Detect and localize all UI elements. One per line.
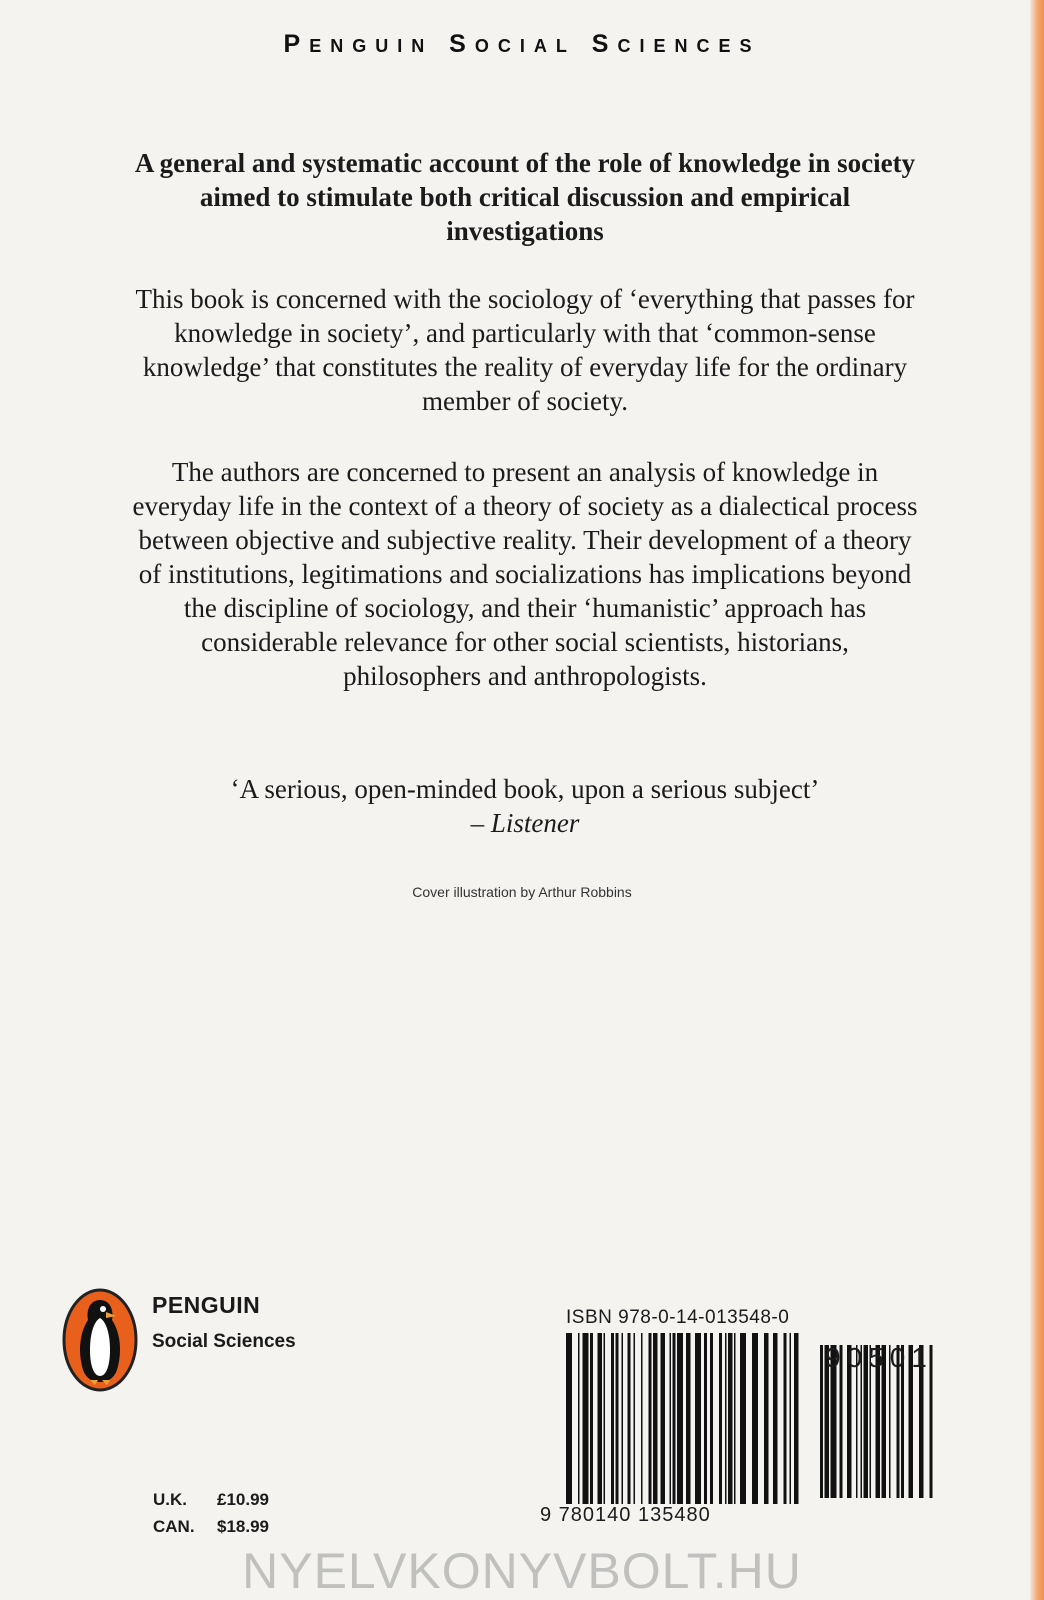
barcode-bar: [764, 1333, 769, 1511]
description-paragraph-2: The authors are concerned to present an analysis of knowledge in everyday life in the context of a theory of society as a dialectical process between objective and subjective reality. Their development of a theory of institutions, legitimations and socializations has implications beyond the discipline of sociology, and their ‘humanistic’ approach has considerable relevance for other social scientists, historians, philosophers and anthropologists.: [132, 457, 918, 691]
barcode-bar: [641, 1333, 643, 1511]
addon-digits: 90501: [825, 1342, 933, 1373]
review-quote: ‘A serious, open-minded book, upon a serious subject’: [230, 774, 820, 804]
isbn-label: ISBN 978-0-14-013548-0: [566, 1307, 790, 1328]
price-list: [153, 1486, 269, 1540]
price-region: U.K.: [153, 1490, 187, 1509]
price-value: £10.99: [217, 1490, 269, 1509]
barcode-bar: [734, 1333, 736, 1511]
barcode-bar: [725, 1333, 727, 1511]
price-region: CAN.: [153, 1517, 195, 1536]
barcode-bar: [604, 1333, 606, 1511]
barcode-bar: [790, 1333, 792, 1511]
barcode-bar: [728, 1333, 733, 1511]
barcode-bar: [628, 1333, 631, 1511]
barcode-bar: [583, 1333, 589, 1511]
headline: A general and systematic account of the role of knowledge in society aimed to stimulate both critical discussion and empirical investigations: [134, 148, 916, 246]
barcode-bar: [670, 1333, 672, 1511]
barcode-bar: [719, 1333, 722, 1511]
cover-credit: Cover illustration by Arthur Robbins: [412, 884, 632, 900]
barcode-bar: [794, 1333, 799, 1511]
barcode-bar: [710, 1333, 713, 1511]
publisher-name: PENGUIN: [152, 1292, 261, 1318]
review-source: – Listener: [470, 808, 580, 838]
ean-barcode-bars: [566, 1333, 799, 1511]
barcode-bar: [677, 1333, 683, 1511]
cover-spine-edge: [1030, 0, 1044, 1600]
barcode-bar: [752, 1333, 758, 1511]
barcode-bar: [622, 1333, 624, 1511]
barcode-bar: [634, 1333, 636, 1511]
price-value: $18.99: [217, 1517, 269, 1536]
barcode-bar: [653, 1333, 658, 1511]
barcode-bar: [649, 1333, 652, 1511]
barcode-bar: [686, 1333, 691, 1511]
barcode-bar: [598, 1333, 603, 1511]
review-quote-block: [130, 772, 920, 840]
barcode-bar: [820, 1345, 823, 1498]
watermark: NYELVKONYVBOLT.HU: [242, 1543, 802, 1599]
barcode-bar: [673, 1333, 676, 1511]
barcode-bar: [616, 1333, 619, 1511]
barcode-bar: [611, 1333, 614, 1511]
barcode-bar: [578, 1333, 580, 1511]
publisher-imprint: Social Sciences: [152, 1331, 296, 1352]
penguin-logo-icon: [62, 1288, 138, 1392]
price-row: [153, 1513, 269, 1540]
description-paragraph-1: This book is concerned with the sociology of ‘everything that passes for knowledge in society’, and particularly with that ‘common-sense knowledge’ that constitutes the reality of everyday life for the ordinary member of society.: [135, 284, 915, 416]
barcode-bar: [695, 1333, 701, 1511]
barcode-bar: [566, 1333, 572, 1511]
series-title: Penguin Social Sciences: [283, 30, 761, 58]
barcode-bar: [773, 1333, 778, 1511]
publisher-brand: [152, 1292, 296, 1353]
barcode-bar: [590, 1333, 593, 1511]
ean-digits: 9 780140 135480: [540, 1504, 800, 1527]
price-row: [153, 1486, 269, 1513]
barcode-bar: [740, 1333, 746, 1511]
barcode-bar: [784, 1333, 787, 1511]
barcode-bar: [704, 1333, 707, 1511]
barcode-bar: [661, 1333, 666, 1511]
